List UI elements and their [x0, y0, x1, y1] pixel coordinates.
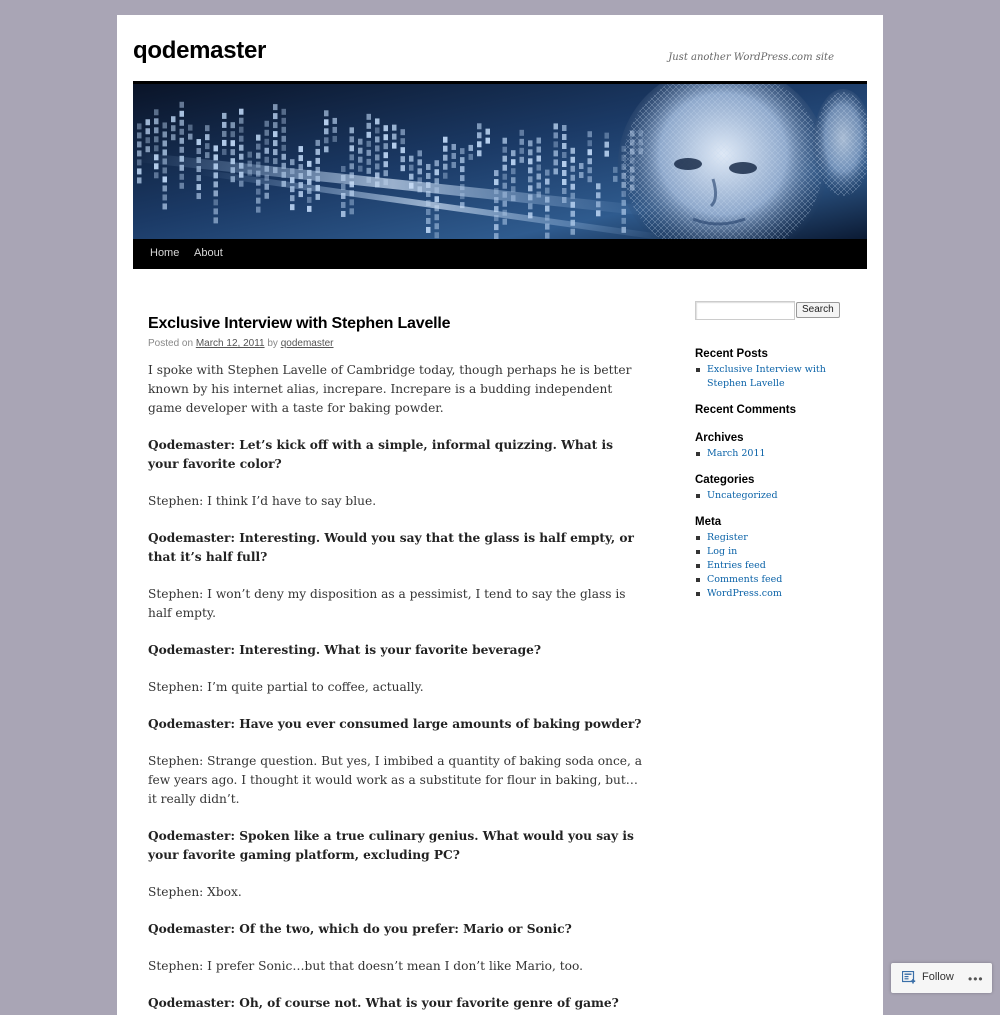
- meta-comments-feed-link[interactable]: Comments feed: [707, 574, 783, 585]
- categories-title: Categories: [695, 474, 755, 486]
- archives-list: [695, 447, 766, 461]
- more-options-icon[interactable]: •••: [968, 972, 984, 986]
- category-link[interactable]: Uncategorized: [707, 490, 778, 501]
- interview-question: Qodemaster: Have you ever consumed large amounts of baking powder?: [148, 717, 642, 731]
- categories-list: [695, 489, 778, 503]
- archive-link[interactable]: March 2011: [707, 448, 766, 459]
- posted-on-label: Posted on: [148, 338, 194, 349]
- site-description: Just another WordPress.com site: [668, 52, 834, 63]
- meta-item: [695, 545, 782, 559]
- recent-posts-title: Recent Posts: [695, 348, 768, 360]
- interview-question: Qodemaster: Let’s kick off with a simple, informal quizzing. What is your favorite color?: [148, 438, 613, 471]
- interview-paragraph: I spoke with Stephen Lavelle of Cambridge today, though perhaps he is better known by his internet alias, increpare. Increpare is a budding independent game developer with a taste for baking powder.: [148, 363, 632, 415]
- meta-item: [695, 531, 782, 545]
- interview-question: Qodemaster: Spoken like a true culinary genius. What would you say is your favorite gaming platform, excluding PC?: [148, 829, 634, 862]
- header-banner-art: [133, 84, 867, 239]
- interview-question: Qodemaster: Oh, of course not. What is your favorite genre of game?: [148, 996, 619, 1010]
- interview-question: Qodemaster: Interesting. What is your favorite beverage?: [148, 643, 541, 657]
- post-date-link[interactable]: March 12, 2011: [195, 338, 265, 349]
- nav-home[interactable]: Home: [150, 247, 180, 259]
- follow-bar: [891, 963, 992, 993]
- meta-item: [695, 587, 782, 601]
- archive-item: [695, 447, 766, 461]
- post-content-area: [148, 315, 643, 1015]
- page-wrapper: [117, 15, 883, 1015]
- recent-post-item: [695, 363, 835, 391]
- category-item: [695, 489, 778, 503]
- meta-list: [695, 531, 782, 601]
- site-title[interactable]: qodemaster: [133, 37, 267, 64]
- main-navigation: [133, 239, 867, 269]
- meta-register-link[interactable]: Register: [707, 532, 748, 543]
- recent-post-link[interactable]: Exclusive Interview with Stephen Lavelle: [707, 364, 826, 389]
- recent-comments-title: Recent Comments: [695, 404, 796, 416]
- reader-follow-icon[interactable]: [902, 971, 917, 984]
- meta-entries-feed-link[interactable]: Entries feed: [707, 560, 766, 571]
- interview-question: Qodemaster: Interesting. Would you say that the glass is half empty, or that it’s half full?: [148, 531, 634, 564]
- archives-title: Archives: [695, 432, 744, 444]
- recent-posts-list: [695, 363, 835, 391]
- post-body: [148, 361, 643, 1013]
- search-input[interactable]: [695, 301, 795, 320]
- meta-wordpress-link[interactable]: WordPress.com: [707, 588, 782, 599]
- meta-login-link[interactable]: Log in: [707, 546, 738, 557]
- interview-question: Qodemaster: Of the two, which do you prefer: Mario or Sonic?: [148, 922, 572, 936]
- post-author-link[interactable]: qodemaster: [280, 338, 334, 349]
- nav-about[interactable]: About: [194, 247, 223, 259]
- search-button[interactable]: Search: [796, 302, 840, 318]
- meta-item: [695, 559, 782, 573]
- interview-paragraph: Stephen: Strange question. But yes, I imbibed a quantity of baking soda once, a few years ago. I thought it would work as a substitute for flour in baking, but…it really didn’t.: [148, 754, 643, 806]
- interview-paragraph: Stephen: I think I’d have to say blue.: [148, 494, 377, 508]
- meta-item: [695, 573, 782, 587]
- meta-title: Meta: [695, 516, 722, 528]
- post-title[interactable]: Exclusive Interview with Stephen Lavelle: [148, 315, 451, 332]
- interview-paragraph: Stephen: I’m quite partial to coffee, actually.: [148, 680, 424, 694]
- interview-paragraph: Stephen: I won’t deny my disposition as a pessimist, I tend to say the glass is half empty.: [148, 587, 626, 620]
- by-label: by: [267, 338, 278, 349]
- header-image: [133, 84, 867, 239]
- interview-paragraph: Stephen: I prefer Sonic…but that doesn’t mean I don’t like Mario, too.: [148, 959, 583, 973]
- post-meta: [148, 338, 643, 349]
- interview-paragraph: Stephen: Xbox.: [148, 885, 242, 899]
- follow-button[interactable]: Follow: [922, 971, 954, 983]
